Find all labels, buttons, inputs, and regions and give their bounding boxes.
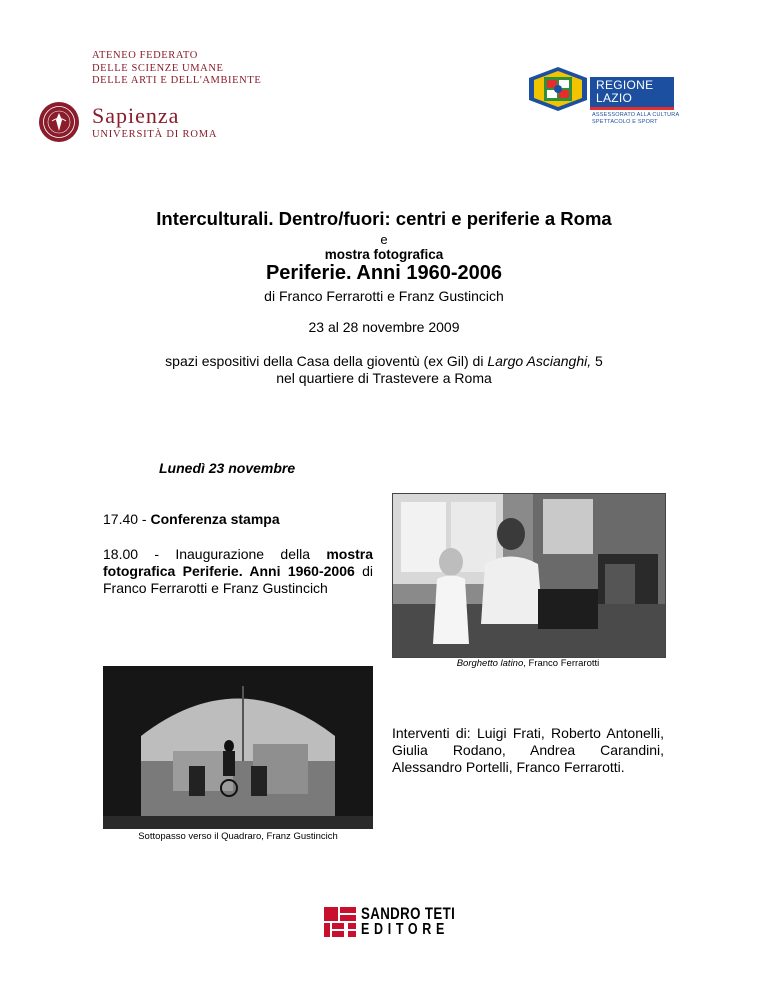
regione-sub-1: ASSESSORATO ALLA CULTURA bbox=[592, 112, 680, 118]
photo-borghetto-image bbox=[393, 494, 665, 657]
event-dates: 23 al 28 novembre 2009 bbox=[308, 319, 460, 335]
regione-line-1: REGIONE bbox=[596, 78, 654, 92]
caption1-author: , Franco Ferrarotti bbox=[523, 658, 600, 669]
regione-line-2: LAZIO bbox=[596, 91, 633, 105]
ateneo-line-1: ATENEO FEDERATO bbox=[92, 50, 198, 61]
program-day: Lunedì 23 novembre bbox=[159, 460, 296, 476]
regione-sub-2: SPETTACOLO E SPORT bbox=[592, 119, 658, 125]
ateneo-line-3: DELLE ARTI E DELL'AMBIENTE bbox=[92, 75, 262, 86]
venue-pre: spazi espositivi della Casa della gioventù (ex Gil) di bbox=[165, 353, 488, 369]
publisher-sub: EDITORE bbox=[361, 921, 450, 938]
ateneo-line-2: DELLE SCIENZE UMANE bbox=[92, 62, 224, 74]
exhibition-title: Periferie. Anni 1960-2006 bbox=[265, 262, 503, 284]
photo-borghetto-caption bbox=[392, 658, 664, 669]
sapienza-name: Sapienza bbox=[92, 103, 180, 128]
item2-rest: di Franco Ferrarotti e Franz Gustincich bbox=[103, 563, 374, 596]
sapienza-subtitle: UNIVERSITÀ DI ROMA bbox=[92, 129, 218, 140]
exhibition-authors: di Franco Ferrarotti e Franz Gustincich bbox=[264, 288, 504, 304]
photo-sottopasso-image bbox=[103, 666, 373, 829]
regione-lazio-emblem-icon bbox=[527, 66, 589, 112]
venue-line-1 bbox=[0, 353, 768, 369]
photo-borghetto-latino bbox=[392, 493, 666, 658]
item2-title: mostra fotografica Periferie. Anni 1960-2006 bbox=[103, 546, 373, 579]
conjunction: e bbox=[380, 232, 388, 247]
program-item-2 bbox=[103, 546, 373, 597]
sapienza-seal-icon bbox=[38, 101, 80, 143]
program-item-1 bbox=[103, 511, 373, 528]
publisher-name: SANDRO TETI bbox=[361, 904, 456, 923]
item1-title: Conferenza stampa bbox=[150, 511, 280, 527]
event-title: Interculturali. Dentro/fuori: centri e periferie a Roma bbox=[156, 208, 612, 229]
regione-stripe bbox=[590, 107, 674, 110]
venue-line-2: nel quartiere di Trastevere a Roma bbox=[276, 370, 492, 386]
photo-sottopasso-quadraro bbox=[103, 666, 373, 829]
regione-lazio-label bbox=[590, 77, 674, 107]
mostra-label: mostra fotografica bbox=[324, 247, 444, 262]
caption1-title: Borghetto latino bbox=[456, 658, 524, 669]
photo-sottopasso-caption: Sottopasso verso il Quadraro, Franz Gustincich bbox=[138, 831, 338, 842]
item1-time: 17.40 - bbox=[103, 511, 151, 527]
sapienza-ateneo-text bbox=[92, 50, 292, 88]
item2-time: 18.00 - Inaugurazione della bbox=[103, 546, 327, 562]
interventi-text: Interventi di: Luigi Frati, Roberto Antonelli, Giulia Rodano, Andrea Carandini, Alessandro Portelli, Franco Ferrarotti. bbox=[392, 725, 664, 775]
sandro-teti-logo-icon bbox=[324, 907, 356, 937]
venue-post: 5 bbox=[591, 353, 603, 369]
venue-place: Largo Ascianghi, bbox=[487, 353, 592, 369]
regione-subtitle bbox=[592, 112, 679, 126]
